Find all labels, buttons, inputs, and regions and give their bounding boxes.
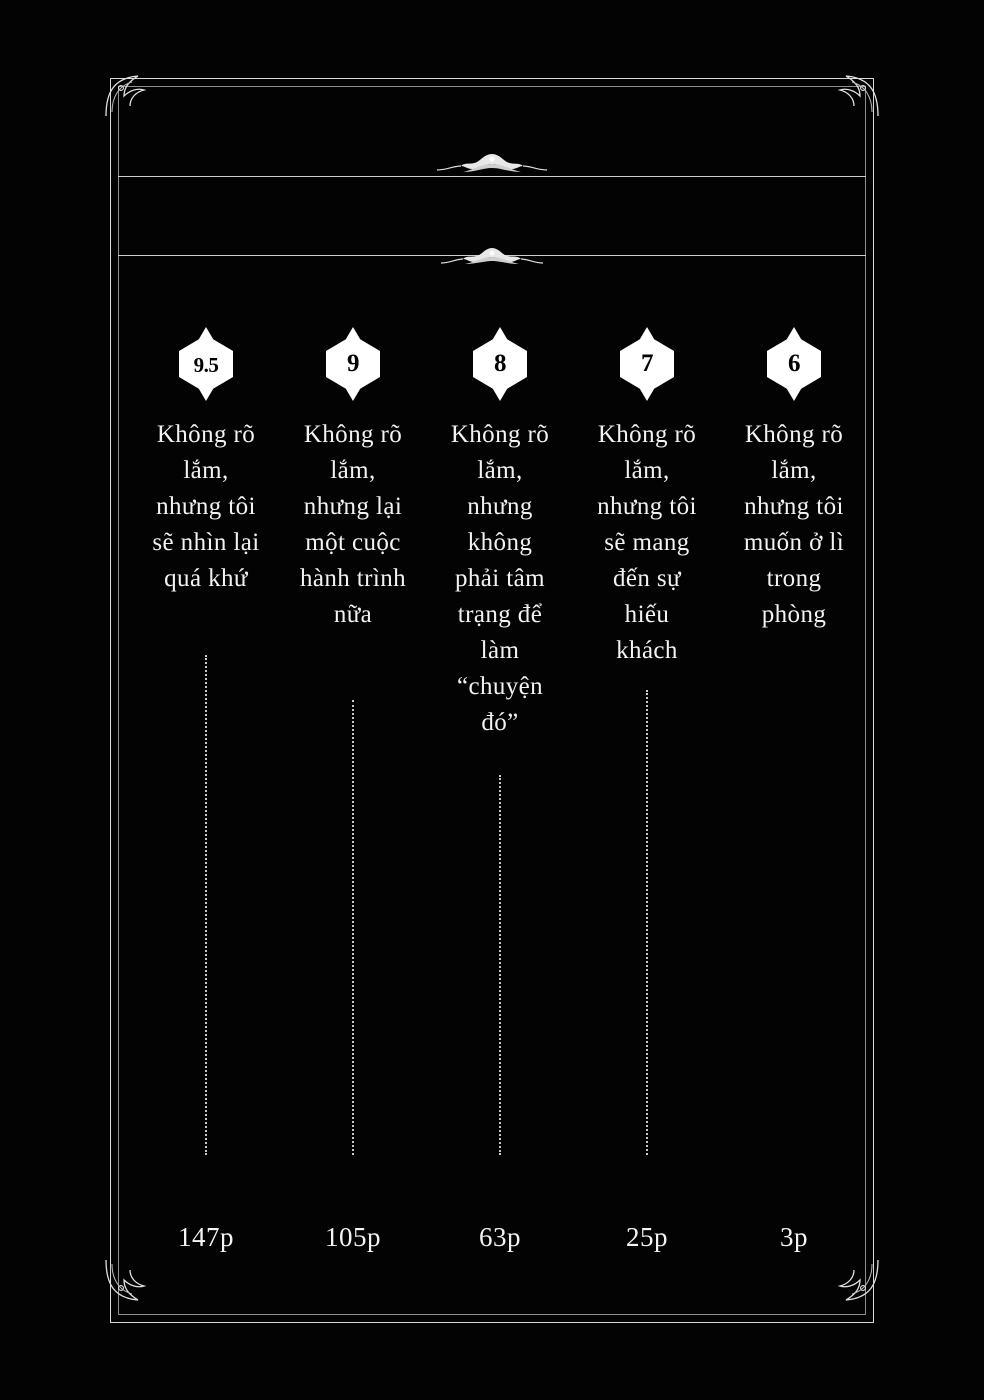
page-number-row	[150, 1222, 850, 1252]
chapter-caption: Không rõ lắm, nhưng tôi muốn ở lì trong phòng	[743, 421, 845, 628]
page-number[interactable]: 3p	[780, 1222, 808, 1252]
hexagram-number: 7	[641, 350, 653, 377]
hexagram-number: 9.5	[193, 353, 219, 377]
chapter-caption: Không rõ lắm, nhưng tôi sẽ nhìn lại quá khứ	[152, 421, 260, 592]
page-number[interactable]: 105p	[325, 1222, 381, 1252]
leader-line	[499, 775, 501, 1155]
header-rule-top	[118, 176, 866, 177]
chapter-column[interactable]	[297, 325, 409, 633]
leader-line	[646, 690, 648, 1155]
hexagram-badge	[604, 325, 690, 403]
chapter-column-list	[150, 325, 850, 741]
page-number[interactable]: 63p	[479, 1222, 521, 1252]
chapter-caption: Không rõ lắm, nhưng tôi sẽ mang đến sự hiếu khách	[597, 421, 697, 664]
hexagram-badge	[457, 325, 543, 403]
hexagram-number: 9	[347, 350, 359, 377]
chapter-column[interactable]	[738, 325, 850, 633]
hexagram-badge	[310, 325, 396, 403]
leader-line	[205, 655, 207, 1155]
chapter-caption: Không rõ lắm, nhưng không phải tâm trạng để làm “chuyện đó”	[450, 421, 550, 736]
hexagram-badge	[751, 325, 837, 403]
chapter-column[interactable]	[591, 325, 703, 669]
header-rule-bottom	[118, 255, 866, 256]
hexagram-badge	[163, 325, 249, 403]
chapter-caption: Không rõ lắm, nhưng lại một cuộc hành trình nữa	[299, 421, 407, 628]
chapter-column[interactable]	[150, 325, 262, 597]
hexagram-number: 6	[788, 350, 800, 377]
leader-line	[352, 700, 354, 1155]
page-number[interactable]: 25p	[626, 1222, 668, 1252]
chapter-column[interactable]	[444, 325, 556, 741]
page-number[interactable]: 147p	[178, 1222, 234, 1252]
hexagram-number: 8	[494, 350, 506, 377]
